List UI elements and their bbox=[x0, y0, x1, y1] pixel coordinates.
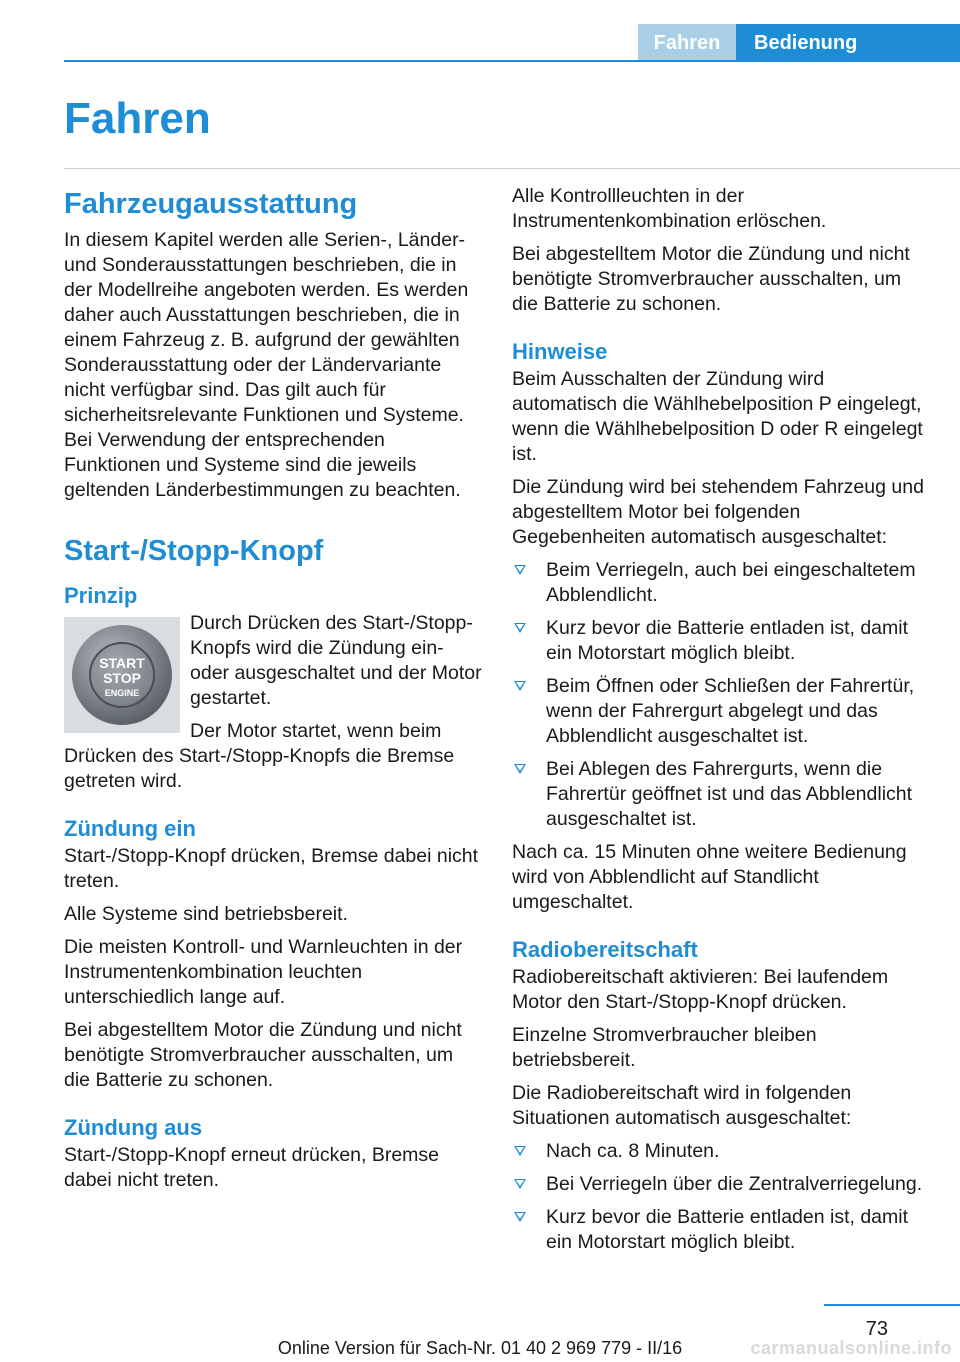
list-item-text: Kurz bevor die Batterie entladen ist, damit ein Motorstart möglich bleibt. bbox=[546, 617, 909, 664]
title-rule bbox=[64, 168, 960, 169]
page-number: 73 bbox=[865, 1318, 888, 1340]
bullet-triangle-icon bbox=[514, 1179, 526, 1189]
watermark: carmanualsonline.info bbox=[750, 1338, 952, 1358]
bullet-triangle-icon bbox=[514, 565, 526, 575]
paragraph-prinzip-1: Durch Drücken des Start-/Stopp-Knopfs wird die Zündung ein- oder ausgeschaltet und der Motor gestartet. bbox=[190, 612, 482, 709]
radio-bullet-list bbox=[512, 1139, 932, 1255]
section-title-fahrzeugausstattung: Fahrzeugausstattung bbox=[64, 188, 358, 220]
header-rule bbox=[64, 60, 960, 62]
list-item bbox=[512, 674, 932, 749]
start-stop-button-image bbox=[64, 617, 180, 733]
bullet-triangle-icon bbox=[514, 681, 526, 691]
paragraph-prinzip-2: Der Motor startet, wenn beim Drücken des Start-/Stopp-Knopfs die Bremse getreten wird. bbox=[64, 720, 455, 792]
bullet-triangle-icon bbox=[514, 623, 526, 633]
paragraph-hinweise-3: Nach ca. 15 Minuten ohne weitere Bedienung wird von Abblendlicht auf Standlicht umgeschaltet. bbox=[512, 841, 907, 913]
paragraph-zuendung-ein-1: Start-/Stopp-Knopf drücken, Bremse dabei nicht treten. bbox=[64, 845, 479, 892]
subsection-title-prinzip: Prinzip bbox=[64, 583, 138, 608]
tab-fahren[interactable]: Fahren bbox=[638, 24, 736, 62]
list-item bbox=[512, 1139, 932, 1164]
paragraph-hinweise-2: Die Zündung wird bei stehendem Fahrzeug und abgestelltem Motor bei folgenden Gegebenheiten automatisch ausgeschaltet: bbox=[512, 476, 924, 548]
paragraph-hinweise-1: Beim Ausschalten der Zündung wird automatisch die Wählhebelposition P eingelegt, wenn die Wählhebelposition D oder R eingelegt ist. bbox=[512, 368, 923, 465]
paragraph-batterie-schonen: Bei abgestelltem Motor die Zündung und nicht benötigte Stromverbraucher ausschalten, um die Batterie zu schonen. bbox=[512, 243, 910, 315]
subsection-title-hinweise: Hinweise bbox=[512, 339, 608, 364]
footer-version-text: Online Version für Sach-Nr. 01 40 2 969 779 - II/16 bbox=[277, 1338, 683, 1358]
list-item bbox=[512, 558, 932, 608]
list-item bbox=[512, 757, 932, 832]
paragraph-radio-2: Einzelne Stromverbraucher bleiben betriebsbereit. bbox=[512, 1024, 817, 1071]
left-column bbox=[64, 184, 482, 1201]
section-title-start-stopp: Start-/Stopp-Knopf bbox=[64, 535, 324, 567]
list-item bbox=[512, 1172, 932, 1197]
list-item-text: Bei Ablegen des Fahrergurts, wenn die Fahrertür geöffnet ist und das Abblendlicht ausgeschaltet ist. bbox=[546, 758, 913, 830]
bullet-triangle-icon bbox=[514, 1212, 526, 1222]
paragraph-zuendung-aus-1: Start-/Stopp-Knopf erneut drücken, Bremse dabei nicht treten. bbox=[64, 1144, 440, 1191]
subsection-title-zuendung-ein: Zündung ein bbox=[64, 816, 196, 841]
list-item-text: Nach ca. 8 Minuten. bbox=[546, 1140, 720, 1162]
list-item bbox=[512, 1205, 932, 1255]
start-stop-button-face bbox=[89, 642, 155, 708]
button-label-stop: STOP bbox=[103, 670, 141, 686]
bullet-triangle-icon bbox=[514, 764, 526, 774]
tab-bedienung[interactable]: Bedienung bbox=[736, 24, 960, 62]
paragraph-zuendung-ein-2: Alle Systeme sind betriebsbereit. bbox=[64, 903, 348, 925]
hinweise-bullet-list bbox=[512, 558, 932, 832]
footer-rule bbox=[824, 1304, 960, 1306]
list-item-text: Beim Verriegeln, auch bei eingeschaltetem Abblendlicht. bbox=[546, 559, 916, 606]
list-item-text: Beim Öffnen oder Schließen der Fahrertür, wenn der Fahrergurt abgelegt und das Abblendlicht ausgeschaltet ist. bbox=[546, 675, 915, 747]
list-item bbox=[512, 616, 932, 666]
button-label-start: START bbox=[99, 655, 145, 671]
paragraph-zuendung-ein-3: Die meisten Kontroll- und Warnleuchten in der Instrumentenkombination leuchten unterschiedlich lange auf. bbox=[64, 936, 463, 1008]
paragraph-kontrollleuchten: Alle Kontrollleuchten in der Instrumentenkombination erlöschen. bbox=[512, 185, 827, 232]
subsection-title-zuendung-aus: Zündung aus bbox=[64, 1115, 203, 1140]
chapter-title: Fahren bbox=[64, 94, 211, 143]
paragraph-fahrzeugausstattung: In diesem Kapitel werden alle Serien-, Länder- und Sonderausstattungen beschrieben, die in der Modellreihe angeboten werden. Es werden daher auch Ausstattungen beschrieben, die in einem Fahrzeug z. B. aufgrund der gewählten Sonderausstattung oder der Ländervariante nicht verfügbar sind. Das gilt auch für sicherheitsrelevante Funktionen und Systeme. Bei Verwendung der entsprechenden Funktionen und Systeme sind die jeweils geltenden Länderbestimmungen zu beachten. bbox=[64, 229, 469, 501]
subsection-title-radiobereitschaft: Radiobereitschaft bbox=[512, 937, 698, 962]
header-tabs bbox=[638, 24, 960, 62]
paragraph-radio-1: Radiobereitschaft aktivieren: Bei laufendem Motor den Start-/Stopp-Knopf drücken. bbox=[512, 966, 889, 1013]
paragraph-zuendung-ein-4: Bei abgestelltem Motor die Zündung und nicht benötigte Stromverbraucher ausschalten, um die Batterie zu schonen. bbox=[64, 1019, 462, 1091]
list-item-text: Kurz bevor die Batterie entladen ist, damit ein Motorstart möglich bleibt. bbox=[546, 1206, 909, 1253]
paragraph-radio-3: Die Radiobereitschaft wird in folgenden Situationen automatisch ausgeschaltet: bbox=[512, 1082, 852, 1129]
button-label-engine: ENGINE bbox=[104, 688, 140, 698]
right-column bbox=[512, 184, 932, 1263]
list-item-text: Bei Verriegeln über die Zentralverriegelung. bbox=[546, 1173, 923, 1195]
bullet-triangle-icon bbox=[514, 1146, 526, 1156]
